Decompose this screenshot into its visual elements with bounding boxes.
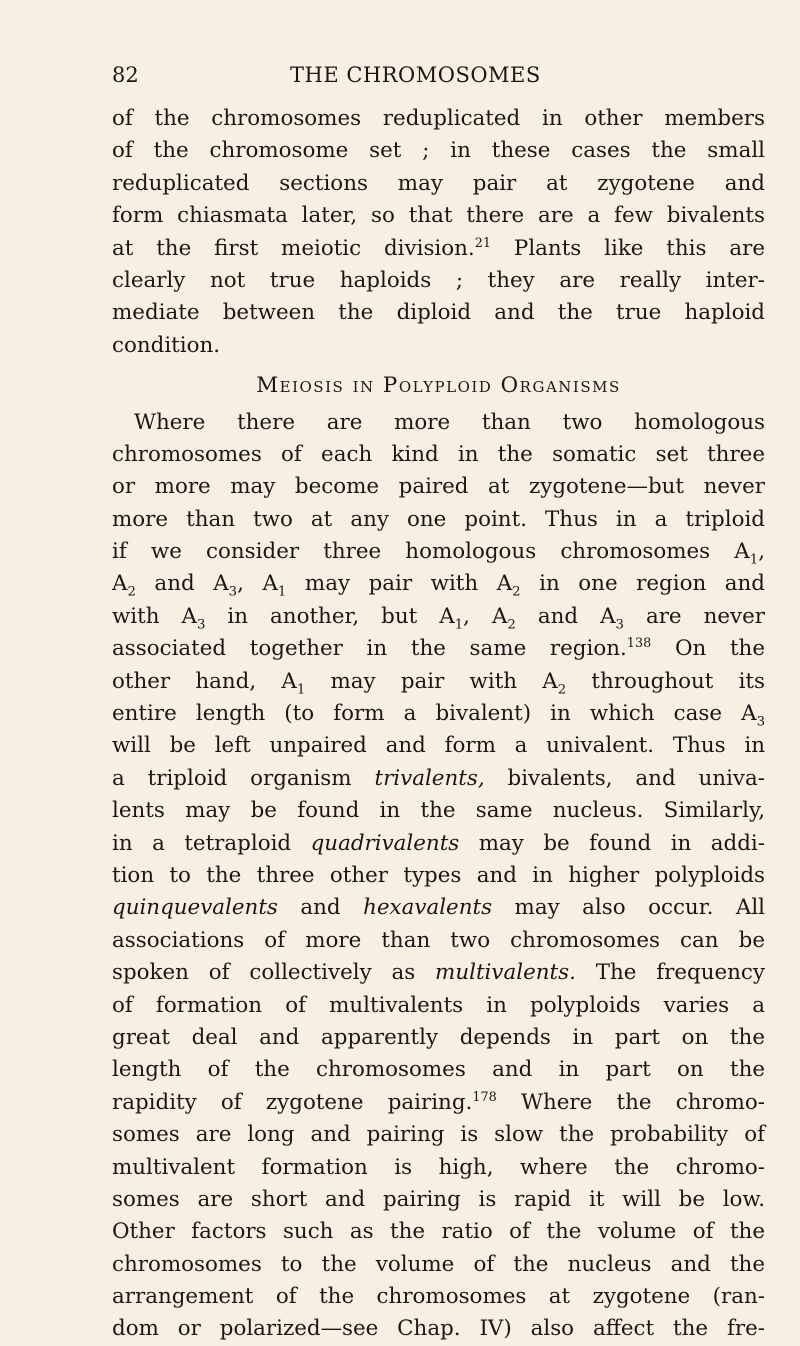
text-line: spoken of collectively as multivalents. The frequency — [112, 960, 765, 986]
term-italic: hexavalents — [363, 895, 493, 921]
text-line: length of the chromosomes and in part on the — [112, 1057, 765, 1083]
text-line: dom or polarized—see Chap. IV) also affect the fre- — [112, 1316, 765, 1342]
text-line: multivalent formation is high, where the chromo- — [112, 1154, 765, 1180]
text-line: somes are short and pairing is rapid it will be low. — [112, 1186, 765, 1212]
running-title: THE CHROMOSOMES — [290, 63, 541, 87]
term-italic: quinquevalents — [112, 895, 278, 921]
text-line: associated together in the same region.$^{138}$ On the — [112, 636, 765, 662]
text-line: arrangement of the chromosomes at zygotene (ran- — [112, 1284, 765, 1310]
text-line: tion to the three other types and in higher polyploids — [112, 862, 765, 888]
text-line: quinquevalents and hexavalents may also occur. All — [112, 895, 765, 921]
text-line: mediate between the diploid and the true haploid — [112, 300, 765, 326]
text-line: form chiasmata later, so that there are a few bivalents — [112, 203, 765, 229]
term-italic: multivalents. — [435, 960, 576, 986]
text-line: entire length (to form a bivalent) in which case $A_3$ — [112, 701, 765, 730]
text-line: chromosomes of each kind in the somatic set three — [112, 441, 765, 467]
text-line: more than two at any one point. Thus in a triploid — [112, 506, 765, 532]
text-line: of the chromosomes reduplicated in other members — [112, 106, 765, 131]
text-line: chromosomes to the volume of the nucleus and the — [112, 1251, 765, 1277]
text-line: rapidity of zygotene pairing.$^{178}$ Where the chromo- — [112, 1089, 765, 1115]
text-line: $A_2$ and $A_3$, $A_1$ may pair with $A_2$ in one region and — [112, 571, 766, 600]
text-line: will be left unpaired and form a univalent. Thus in — [112, 733, 765, 759]
text-line: in a tetraploid quadrivalents may be found in addi- — [112, 830, 766, 856]
text-line: other hand, $A_1$ may pair with $A_2$ throughout its — [112, 668, 765, 697]
text-line: lents may be found in the same nucleus. Similarly, — [112, 798, 765, 824]
text-line: clearly not true haploids ; they are really inter- — [112, 267, 765, 293]
text-line: great deal and apparently depends in part on the — [112, 1024, 765, 1050]
text-line: reduplicated sections may pair at zygotene and — [112, 170, 765, 196]
text-line: of the chromosome set ; in these cases the small — [112, 138, 765, 164]
text-line: somes are long and pairing is slow the probability of — [112, 1122, 765, 1148]
text-line: if we consider three homologous chromosomes $A_1$, — [112, 539, 765, 568]
text-line: associations of more than two chromosomes can be — [112, 927, 765, 953]
text-line: Where there are more than two homologous — [134, 409, 765, 435]
text-line: a triploid organism trivalents, bivalents, and univa- — [112, 765, 765, 791]
section-heading: Meiosis in Polyploid Organisms — [256, 373, 621, 399]
reference-superscript: 138 — [626, 636, 652, 652]
text-line: at the first meiotic division.$^{21}$ Plants like this are — [112, 235, 765, 261]
text-line: of formation of multivalents in polyploids varies a — [112, 992, 765, 1018]
text-line: or more may become paired at zygotene—but never — [112, 474, 765, 500]
reference-superscript: 21 — [474, 235, 492, 251]
text-line: condition. — [112, 332, 221, 358]
text-line: with $A_3$ in another, but $A_1$, $A_2$ and $A_3$ are never — [112, 603, 765, 633]
term-italic: quadrivalents — [310, 830, 460, 856]
body-text — [112, 103, 765, 1346]
reference-superscript: 178 — [472, 1089, 497, 1105]
running-head — [112, 60, 696, 90]
page-number: 82 — [112, 63, 139, 87]
term-italic: trivalents, — [374, 765, 485, 791]
text-line: Other factors such as the ratio of the volume of the — [112, 1219, 765, 1245]
